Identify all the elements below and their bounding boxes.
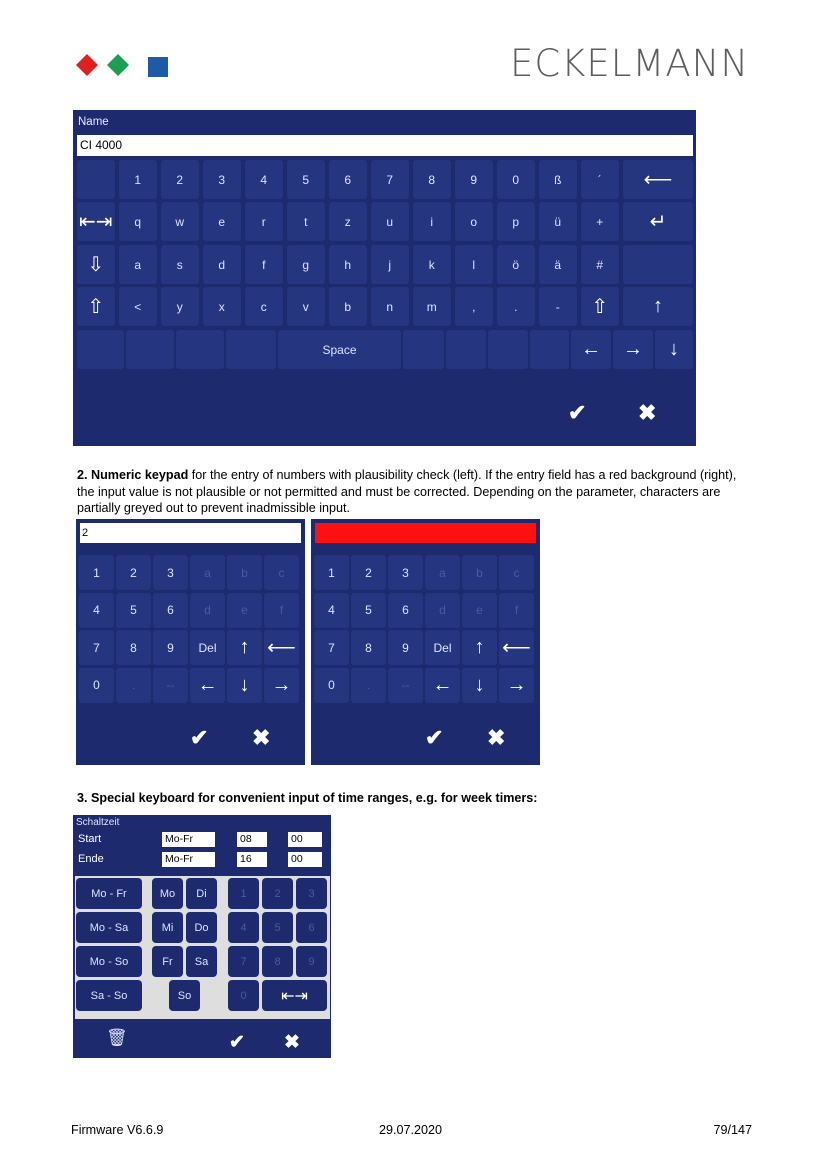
numeric-keypad-valid xyxy=(76,519,305,765)
end-label: Ende xyxy=(78,853,104,865)
start-hour-input[interactable]: 08 xyxy=(237,832,267,847)
numpad-key[interactable]: 4 xyxy=(314,593,349,628)
name-input[interactable]: CI 4000 xyxy=(77,135,693,156)
numpad-key[interactable]: a xyxy=(190,555,225,590)
keyboard-key[interactable]: ß xyxy=(539,160,577,199)
numpad-key[interactable]: e xyxy=(462,593,497,628)
digit-key[interactable]: 5 xyxy=(262,912,293,943)
numpad-key[interactable]: 8 xyxy=(116,630,151,665)
keyboard-key[interactable]: 8 xyxy=(413,160,451,199)
numpad-key[interactable]: 3 xyxy=(388,555,423,590)
name-label: Name xyxy=(78,116,109,128)
footer-date: 29.07.2020 xyxy=(379,1123,443,1137)
numpad-key[interactable]: b xyxy=(227,555,262,590)
numpad-key[interactable]: ↓ xyxy=(227,668,262,703)
keyboard-key[interactable]: + xyxy=(581,202,619,241)
keyboard-key[interactable]: ⇩ xyxy=(77,245,115,284)
numeric-input[interactable]: 2 xyxy=(80,523,301,543)
keyboard-key[interactable]: z xyxy=(329,202,367,241)
numpad-key[interactable]: f xyxy=(264,593,299,628)
day-key[interactable]: Sa xyxy=(186,946,217,977)
numpad-key[interactable]: ⟵ xyxy=(264,630,299,665)
keyboard-key[interactable]: b xyxy=(329,287,367,326)
keyboard-key[interactable] xyxy=(77,330,124,369)
numpad-key[interactable]: 7 xyxy=(314,630,349,665)
numpad-key[interactable]: -- xyxy=(388,668,423,703)
keyboard-key[interactable]: < xyxy=(119,287,157,326)
numeric-keypad-invalid xyxy=(311,519,540,765)
day-key[interactable]: So xyxy=(169,980,200,1011)
numpad-key[interactable]: Del xyxy=(190,630,225,665)
digit-key[interactable]: 9 xyxy=(296,946,327,977)
keyboard-key[interactable]: 4 xyxy=(245,160,283,199)
numpad-key[interactable]: a xyxy=(425,555,460,590)
numpad-key[interactable]: 2 xyxy=(351,555,386,590)
time-range-keyboard: Schaltzeit Start Mo-Fr 08 : 00 Ende Mo-Fr 16 : 00 Mo - Fr Mo - Sa Mo - So Sa - So Mo Di Mi Do Fr Sa So 1 2 3 4 5 6 7 8 9 0 ⇤⇥ 🗑 ✔ ✖ xyxy=(73,815,331,1058)
keyboard-key[interactable]: h xyxy=(329,245,367,284)
keyboard-key[interactable]: p xyxy=(497,202,535,241)
numpad-key[interactable]: d xyxy=(190,593,225,628)
keyboard-key[interactable] xyxy=(77,160,115,199)
numpad-key[interactable]: 6 xyxy=(153,593,188,628)
end-days-input[interactable]: Mo-Fr xyxy=(162,852,215,867)
numpad-key[interactable]: c xyxy=(499,555,534,590)
eckelmann-logo xyxy=(75,52,170,80)
start-label: Start xyxy=(78,833,102,845)
numpad-key[interactable]: d xyxy=(425,593,460,628)
numpad-key[interactable]: 0 xyxy=(79,668,114,703)
cancel-button[interactable]: ✖ xyxy=(284,1032,300,1053)
numpad-key[interactable]: 9 xyxy=(153,630,188,665)
digit-key[interactable]: 6 xyxy=(296,912,327,943)
digit-key[interactable]: 3 xyxy=(296,878,327,909)
digit-key[interactable]: 8 xyxy=(262,946,293,977)
keyboard-key[interactable]: 5 xyxy=(287,160,325,199)
digit-key[interactable]: 2 xyxy=(262,878,293,909)
start-days-input[interactable]: Mo-Fr xyxy=(162,832,215,847)
trash-icon[interactable]: 🗑 xyxy=(106,1028,128,1047)
keyboard-key[interactable]: ´ xyxy=(581,160,619,199)
digit-key[interactable]: 1 xyxy=(228,878,259,909)
numpad-key[interactable]: → xyxy=(499,668,534,703)
day-key[interactable]: Mo xyxy=(152,878,183,909)
keyboard-key[interactable]: i xyxy=(413,202,451,241)
confirm-button[interactable]: ✔ xyxy=(425,725,444,750)
numpad-key[interactable]: b xyxy=(462,555,497,590)
footer-page-number: 79/147 xyxy=(713,1123,752,1137)
keyboard-key[interactable]: # xyxy=(581,245,619,284)
numpad-key[interactable]: → xyxy=(264,668,299,703)
numeric-keypad-description: 2. Numeric keypad for the entry of numbers with plausibility check (left). If the entry field has a red background (right), the input value is not plausible or not permitted and must be corrected. Depending on the parameter, characters are partially greyed out to prevent inadmissible input. xyxy=(77,468,737,515)
numpad-key[interactable]: 2 xyxy=(116,555,151,590)
keyboard-key[interactable]: ä xyxy=(539,245,577,284)
numpad-key[interactable]: ← xyxy=(425,668,460,703)
keyboard-key[interactable]: ö xyxy=(497,245,535,284)
keyboard-key[interactable] xyxy=(226,330,276,369)
keyboard-key[interactable]: m xyxy=(413,287,451,326)
range-key[interactable]: Sa - So xyxy=(76,980,142,1011)
keyboard-key[interactable]: g xyxy=(287,245,325,284)
keyboard-key[interactable]: 6 xyxy=(329,160,367,199)
keyboard-key[interactable] xyxy=(488,330,528,369)
confirm-button[interactable]: ✔ xyxy=(190,725,209,750)
tab-icon[interactable]: ⇤⇥ xyxy=(262,980,327,1011)
keyboard-key[interactable]: u xyxy=(371,202,409,241)
keyboard-key[interactable]: 0 xyxy=(497,160,535,199)
numeric-input-invalid[interactable] xyxy=(315,523,536,543)
keyboard-key[interactable]: ↑ xyxy=(623,287,693,326)
keyboard-key[interactable]: j xyxy=(371,245,409,284)
keyboard-key[interactable]: s xyxy=(161,245,199,284)
numpad-key[interactable]: ↑ xyxy=(462,630,497,665)
digit-key[interactable]: 0 xyxy=(228,980,259,1011)
confirm-button[interactable]: ✔ xyxy=(568,400,587,425)
keyboard-key[interactable]: 1 xyxy=(119,160,157,199)
keyboard-key[interactable]: t xyxy=(287,202,325,241)
keyboard-key[interactable]: ↵ xyxy=(623,202,693,241)
numpad-key[interactable]: 5 xyxy=(116,593,151,628)
digit-key[interactable]: 7 xyxy=(228,946,259,977)
keyboard-key[interactable]: - xyxy=(539,287,577,326)
start-minute-input[interactable]: 00 xyxy=(288,832,322,847)
numpad-key[interactable]: . xyxy=(116,668,151,703)
numpad-key[interactable]: 7 xyxy=(79,630,114,665)
confirm-button[interactable]: ✔ xyxy=(229,1032,245,1053)
keyboard-key[interactable]: k xyxy=(413,245,451,284)
numpad-key[interactable]: 8 xyxy=(351,630,386,665)
keyboard-key[interactable]: w xyxy=(161,202,199,241)
keyboard-key[interactable]: ⇧ xyxy=(581,287,619,326)
end-minute-input[interactable]: 00 xyxy=(288,852,322,867)
keyboard-key[interactable]: v xyxy=(287,287,325,326)
numpad-key[interactable]: 5 xyxy=(351,593,386,628)
keyboard-key[interactable] xyxy=(176,330,224,369)
keyboard-key[interactable]: ⇧ xyxy=(77,287,115,326)
numpad-key[interactable]: 1 xyxy=(79,555,114,590)
keyboard-key[interactable] xyxy=(446,330,486,369)
numpad-key[interactable]: ⟵ xyxy=(499,630,534,665)
numpad-key[interactable]: f xyxy=(499,593,534,628)
day-key[interactable]: Do xyxy=(186,912,217,943)
range-key[interactable]: Mo - So xyxy=(76,946,142,977)
numpad-key[interactable]: 0 xyxy=(314,668,349,703)
keyboard-key[interactable]: y xyxy=(161,287,199,326)
time-keyboard-heading: 3. Special keyboard for convenient input of time ranges, e.g. for week timers: xyxy=(77,791,538,805)
keyboard-key[interactable] xyxy=(530,330,569,369)
space-key[interactable]: Space xyxy=(278,330,401,369)
cancel-button[interactable]: ✖ xyxy=(487,725,506,750)
numpad-key[interactable]: ↓ xyxy=(462,668,497,703)
numpad-key[interactable]: Del xyxy=(425,630,460,665)
keyboard-key[interactable]: l xyxy=(455,245,493,284)
day-key[interactable]: Mi xyxy=(152,912,183,943)
keyboard-key[interactable]: , xyxy=(455,287,493,326)
numpad-key[interactable]: 4 xyxy=(79,593,114,628)
keyboard-key[interactable] xyxy=(403,330,444,369)
digit-key[interactable]: 4 xyxy=(228,912,259,943)
cancel-button[interactable]: ✖ xyxy=(252,725,271,750)
numpad-key[interactable]: 3 xyxy=(153,555,188,590)
alphanumeric-keyboard xyxy=(73,110,696,446)
day-key[interactable]: Di xyxy=(186,878,217,909)
keyboard-key[interactable]: e xyxy=(203,202,241,241)
keyboard-key[interactable] xyxy=(623,245,693,284)
brand-name: ECKELMANN xyxy=(509,42,749,85)
keyboard-key[interactable]: o xyxy=(455,202,493,241)
numpad-key[interactable]: ← xyxy=(190,668,225,703)
keyboard-key[interactable]: q xyxy=(119,202,157,241)
keyboard-key[interactable]: ü xyxy=(539,202,577,241)
keyboard-key[interactable]: x xyxy=(203,287,241,326)
numpad-key[interactable]: 9 xyxy=(388,630,423,665)
end-hour-input[interactable]: 16 xyxy=(237,852,267,867)
schaltzeit-title: Schaltzeit xyxy=(76,817,120,828)
keyboard-key[interactable] xyxy=(126,330,174,369)
keyboard-key[interactable]: 3 xyxy=(203,160,241,199)
keyboard-key[interactable]: . xyxy=(497,287,535,326)
keyboard-key[interactable]: n xyxy=(371,287,409,326)
keyboard-key[interactable]: ↓ xyxy=(655,330,693,369)
keyboard-key[interactable]: → xyxy=(613,330,653,369)
numpad-key[interactable]: 6 xyxy=(388,593,423,628)
keyboard-key[interactable]: c xyxy=(245,287,283,326)
keyboard-key[interactable]: 9 xyxy=(455,160,493,199)
numpad-key[interactable]: ↑ xyxy=(227,630,262,665)
numpad-key[interactable]: . xyxy=(351,668,386,703)
keyboard-key[interactable]: f xyxy=(245,245,283,284)
keyboard-key[interactable]: 7 xyxy=(371,160,409,199)
keyboard-key[interactable]: ⟵ xyxy=(623,160,693,199)
footer-firmware: Firmware V6.6.9 xyxy=(71,1123,164,1137)
day-key[interactable]: Fr xyxy=(152,946,183,977)
keyboard-key[interactable]: a xyxy=(119,245,157,284)
cancel-button[interactable]: ✖ xyxy=(638,400,657,425)
numpad-key[interactable]: e xyxy=(227,593,262,628)
keyboard-key[interactable]: ⇤⇥ xyxy=(77,202,115,241)
numpad-key[interactable]: -- xyxy=(153,668,188,703)
numpad-key[interactable]: 1 xyxy=(314,555,349,590)
keyboard-key[interactable]: 2 xyxy=(161,160,199,199)
keyboard-key[interactable]: d xyxy=(203,245,241,284)
range-key[interactable]: Mo - Fr xyxy=(76,878,142,909)
numpad-key[interactable]: c xyxy=(264,555,299,590)
keyboard-key[interactable]: ← xyxy=(571,330,611,369)
keyboard-key[interactable]: r xyxy=(245,202,283,241)
range-key[interactable]: Mo - Sa xyxy=(76,912,142,943)
